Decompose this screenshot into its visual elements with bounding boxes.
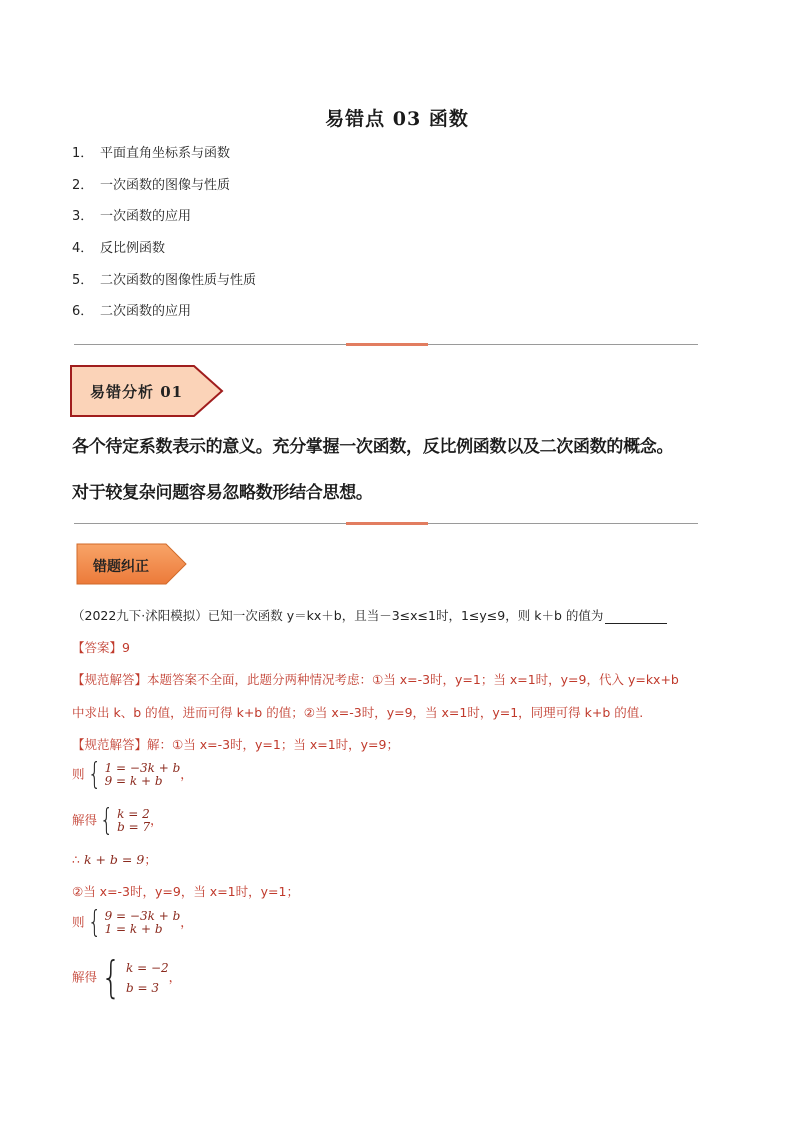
- topic-item: 5． 二次函数的图像性质与性质: [72, 272, 257, 288]
- analysis-line: 对于较复杂问题容易忽略数形结合思想。: [72, 483, 373, 503]
- case2-line: ②当 x=-3时，y=9，当 x=1时，y=1；: [72, 884, 299, 899]
- answer-value: 9: [122, 640, 130, 655]
- section-divider: [74, 344, 698, 345]
- brace-icon: {: [99, 803, 114, 838]
- equation-system: 则 { 9 = −3k + b 1 = k + b ，: [72, 905, 193, 940]
- analysis-banner-label: 易错分析 01: [90, 383, 184, 401]
- solution-intro: 【规范解答】解：①当 x=-3时，y=1；当 x=1时，y=9；: [72, 737, 399, 752]
- answer-blank: [605, 611, 667, 624]
- topic-item: 3． 一次函数的应用: [72, 209, 192, 225]
- correction-tag-label: 错题纠正: [93, 559, 149, 575]
- solution-system: 解得 { k = 2 b = 7 ，: [72, 803, 163, 838]
- guide-line: 【规范解答】本题答案不全面，此题分两种情况考虑：①当 x=-3时，y=1；当 x=1时，y=9，代入 y=kx+b: [72, 672, 679, 687]
- brace-icon: {: [87, 757, 101, 792]
- brace-icon: {: [87, 905, 101, 940]
- page-title: 易错点 03 函数: [325, 108, 469, 130]
- topic-item: 6． 二次函数的应用: [72, 304, 192, 320]
- topic-list: [72, 142, 256, 332]
- question-text: （2022九下·沭阳模拟）已知一次函数 y＝kx＋b，且当－3≤x≤1时，1≤y≤9，则 k＋b 的值为: [72, 606, 667, 624]
- guide-line: 中求出 k、b 的值，进而可得 k+b 的值；②当 x=-3时，y=9，当 x=1时，y=1，同理可得 k+b 的值.: [72, 705, 644, 720]
- section-divider: [74, 523, 698, 524]
- answer-line: 【答案】9: [72, 640, 130, 655]
- conclusion-line: ∴ k + b = 9；: [72, 852, 157, 867]
- solution-system: 解得 { k = −2 b = 3 ，: [72, 952, 182, 1003]
- equation-system: 则 { 1 = −3k + b 9 = k + b ，: [72, 757, 193, 792]
- analysis-banner: [70, 365, 224, 417]
- correction-tag: [76, 543, 188, 585]
- topic-item: 1． 平面直角坐标系与函数: [72, 146, 231, 161]
- topic-item: 4． 反比例函数: [72, 241, 166, 257]
- topic-item: 2． 一次函数的图像与性质: [72, 177, 231, 193]
- analysis-line: 各个待定系数表示的意义。充分掌握一次函数，反比例函数以及二次函数的概念。: [72, 437, 674, 457]
- brace-icon: {: [101, 952, 121, 1003]
